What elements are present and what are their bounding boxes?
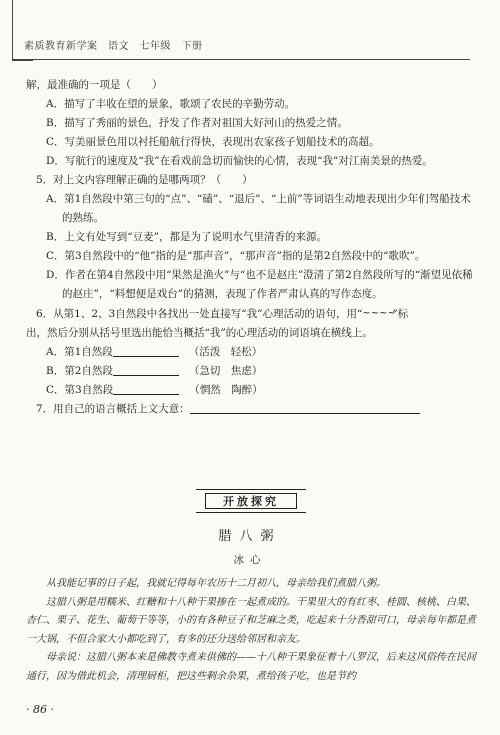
- q5-option-c: C．第3自然段中的“他”指的是“那声音”，“那声音”指的是第2自然段中的“歌吹”。: [46, 250, 426, 262]
- q6-item-label: C．第3自然段: [46, 384, 114, 396]
- essay-paragraph: 从我能记事的日子起，我就记得每年农历十二月初八，母亲给我们煮腊八粥。: [46, 578, 386, 589]
- header-rule: [12, 59, 470, 60]
- q6-stem-part-b: ”标: [392, 308, 409, 320]
- section-heading-box: [196, 489, 306, 513]
- q6-item-choice: （活泼 轻松）: [188, 346, 263, 358]
- q5-option-b: B．上文有处写到“豆麦”，都是为了说明水气里清香的来源。: [46, 231, 327, 243]
- q4-option-b: B．描写了秀丽的景色，抒发了作者对祖国大好河山的热爱之情。: [46, 117, 348, 129]
- q6-item-choice: （急切 焦虑）: [188, 365, 263, 377]
- q4-option-a: A．描写了丰收在望的景象，歌颂了农民的辛勤劳动。: [46, 98, 296, 110]
- exercise-content: [26, 76, 481, 419]
- q6-item-c: [26, 381, 481, 400]
- q4-stem-tail: 解，最准确的一项是（ ）: [26, 79, 163, 91]
- q5-option-d: D．作者在第4自然段中用“果然是渔火”与“也不是赵庄”澄清了第2自然段所写的“渐望见依稀的赵庄”，“料想便是戏台”的猜测，表现了作者严肃认真的写作态度。: [46, 269, 473, 300]
- q5-stem: 5．对上文内容理解正确的是哪两项？（ ）: [36, 174, 253, 186]
- q6-stem: [26, 304, 481, 324]
- page-header: [0, 0, 500, 62]
- q7-stem: [26, 400, 481, 419]
- q6-stem-continued: 出，然后分别从括号里选出能恰当概括“我”的心理活动的词语填在横线上。: [26, 327, 373, 339]
- q6-item-b: [26, 362, 481, 381]
- q4-option-d: D．写航行的速度及“我”在看戏前急切而愉快的心情，表现“我”对江南美景的热爱。: [46, 155, 433, 167]
- essay-body: [26, 575, 478, 686]
- essay-title: 腊八粥: [218, 529, 282, 544]
- q5-option-a: A．第1自然段中第三句的“点”、“磕”、“退后”、“上前”等词语生动地表现出少年们驾船技术的熟练。: [46, 193, 471, 224]
- essay-paragraph: 这腊八粥是用糯米、红糖和十八种干果掺在一起煮成的。干果里大的有红枣、桂圆、核桃、白果、杏仁、栗子、花生、葡萄干等等，小的有各种豆子和芝麻之类，吃起来十分香甜可口，母亲每年都是煮一大锅，不但合家大小都吃到了，有多的还分送给邻居和亲友。: [26, 596, 476, 645]
- q6-item-label: A．第1自然段: [46, 346, 113, 358]
- answer-blank[interactable]: [113, 382, 179, 395]
- q6-item-a: [26, 343, 481, 362]
- q6-item-choice: （惘然 陶醉）: [189, 384, 263, 396]
- answer-blank[interactable]: [113, 363, 179, 376]
- q6-item-label: B．第2自然段: [46, 365, 113, 377]
- page-number: · 86 ·: [26, 703, 54, 716]
- essay-author: 冰心: [233, 554, 267, 566]
- answer-blank-long[interactable]: [190, 401, 420, 414]
- section-heading: 开放探究: [205, 493, 297, 509]
- q6-stem-part-a: 6．从第1、2、3自然段中各找出一处直接写“我”心理活动的语句，用“: [36, 308, 363, 320]
- header-title: 素质教育新学案 语文 七年级 下册: [24, 41, 203, 52]
- q4-option-c: C．写美丽景色用以衬托船航行得快，表现出农家孩子划船技术的高超。: [46, 136, 380, 148]
- answer-blank[interactable]: [113, 344, 179, 357]
- q7-stem-text: 7．用自己的语言概括上文大意：: [36, 403, 190, 415]
- essay-paragraph: 母亲说：这腊八粥本来是佛教寺煮来供佛的——十八种干果象征着十八罗汉，后来这风俗传在民间通行，因为借此机会，清理厨柜，把这些剩余杂果，煮给孩子吃，也是节约: [26, 652, 476, 682]
- wavy-line-mark: ~~~~: [362, 308, 396, 319]
